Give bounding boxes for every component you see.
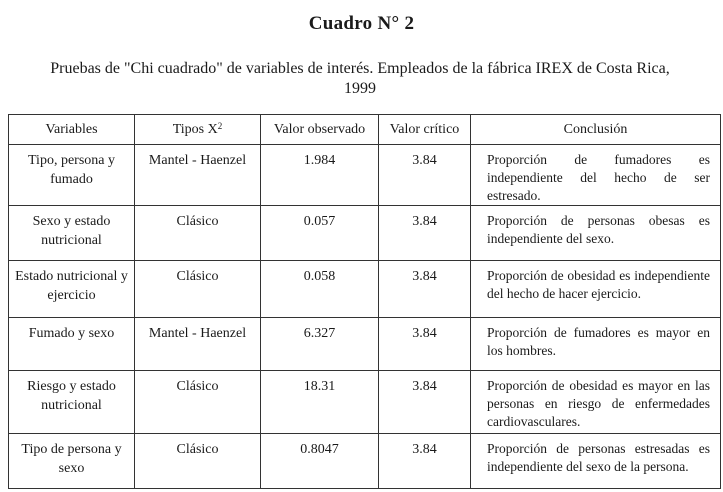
cell-valor-observado: 0.057 (261, 206, 379, 261)
cell-valor-observado: 0.058 (261, 261, 379, 318)
chi-square-table (8, 114, 721, 489)
cell-tipo: Clásico (135, 371, 261, 434)
cell-conclusion: Proporción de obesidad es mayor en las personas en riesgo de enfermedades cardiovasculares. (471, 371, 721, 434)
cell-valor-critico: 3.84 (379, 434, 471, 489)
header-valor-observado: Valor observado (261, 115, 379, 145)
cell-variable: Sexo y estado nutricional (9, 206, 135, 261)
cell-conclusion: Proporción de personas obesas es independiente del sexo. (471, 206, 721, 261)
header-variables: Variables (9, 115, 135, 145)
header-row (9, 115, 721, 145)
header-conclusion: Conclusión (471, 115, 721, 145)
table-row (9, 434, 721, 489)
cell-tipo: Mantel - Haenzel (135, 318, 261, 371)
table-row (9, 318, 721, 371)
cell-tipo: Clásico (135, 261, 261, 318)
cell-valor-observado: 0.8047 (261, 434, 379, 489)
cell-valor-critico: 3.84 (379, 206, 471, 261)
cell-tipo: Clásico (135, 206, 261, 261)
cell-variable: Riesgo y estado nutricional (9, 371, 135, 434)
cell-variable: Estado nutricional y ejercicio (9, 261, 135, 318)
header-tipos-label: Tipos X (172, 122, 218, 137)
cell-conclusion: Proporción de fumadores es mayor en los hombres. (471, 318, 721, 371)
header-valor-critico: Valor crítico (379, 115, 471, 145)
cell-valor-critico: 3.84 (379, 371, 471, 434)
cell-tipo: Clásico (135, 434, 261, 489)
cell-valor-critico: 3.84 (379, 145, 471, 206)
cell-conclusion: Proporción de fumadores es independiente del hecho de ser estresado. (471, 145, 721, 206)
table-row (9, 261, 721, 318)
cell-valor-observado: 6.327 (261, 318, 379, 371)
table-subtitle: Pruebas de "Chi cuadrado" de variables de interés. Empleados de la fábrica IREX de Costa Rica, 1999 (50, 60, 670, 97)
cell-variable: Fumado y sexo (9, 318, 135, 371)
table-row (9, 206, 721, 261)
table-title: Cuadro N° 2 (308, 13, 415, 34)
table-row (9, 145, 721, 206)
cell-valor-critico: 3.84 (379, 318, 471, 371)
table-body (9, 145, 721, 489)
cell-valor-observado: 1.984 (261, 145, 379, 206)
cell-conclusion: Proporción de obesidad es independiente del hecho de hacer ejercicio. (471, 261, 721, 318)
cell-conclusion: Proporción de personas estresadas es independiente del sexo de la persona. (471, 434, 721, 489)
header-tipos (135, 115, 261, 145)
table-header (9, 115, 721, 145)
header-tipos-superscript: 2 (217, 121, 223, 131)
cell-variable: Tipo, persona y fumado (9, 145, 135, 206)
cell-tipo: Mantel - Haenzel (135, 145, 261, 206)
table-row (9, 371, 721, 434)
cell-valor-observado: 18.31 (261, 371, 379, 434)
cell-variable: Tipo de persona y sexo (9, 434, 135, 489)
cell-valor-critico: 3.84 (379, 261, 471, 318)
